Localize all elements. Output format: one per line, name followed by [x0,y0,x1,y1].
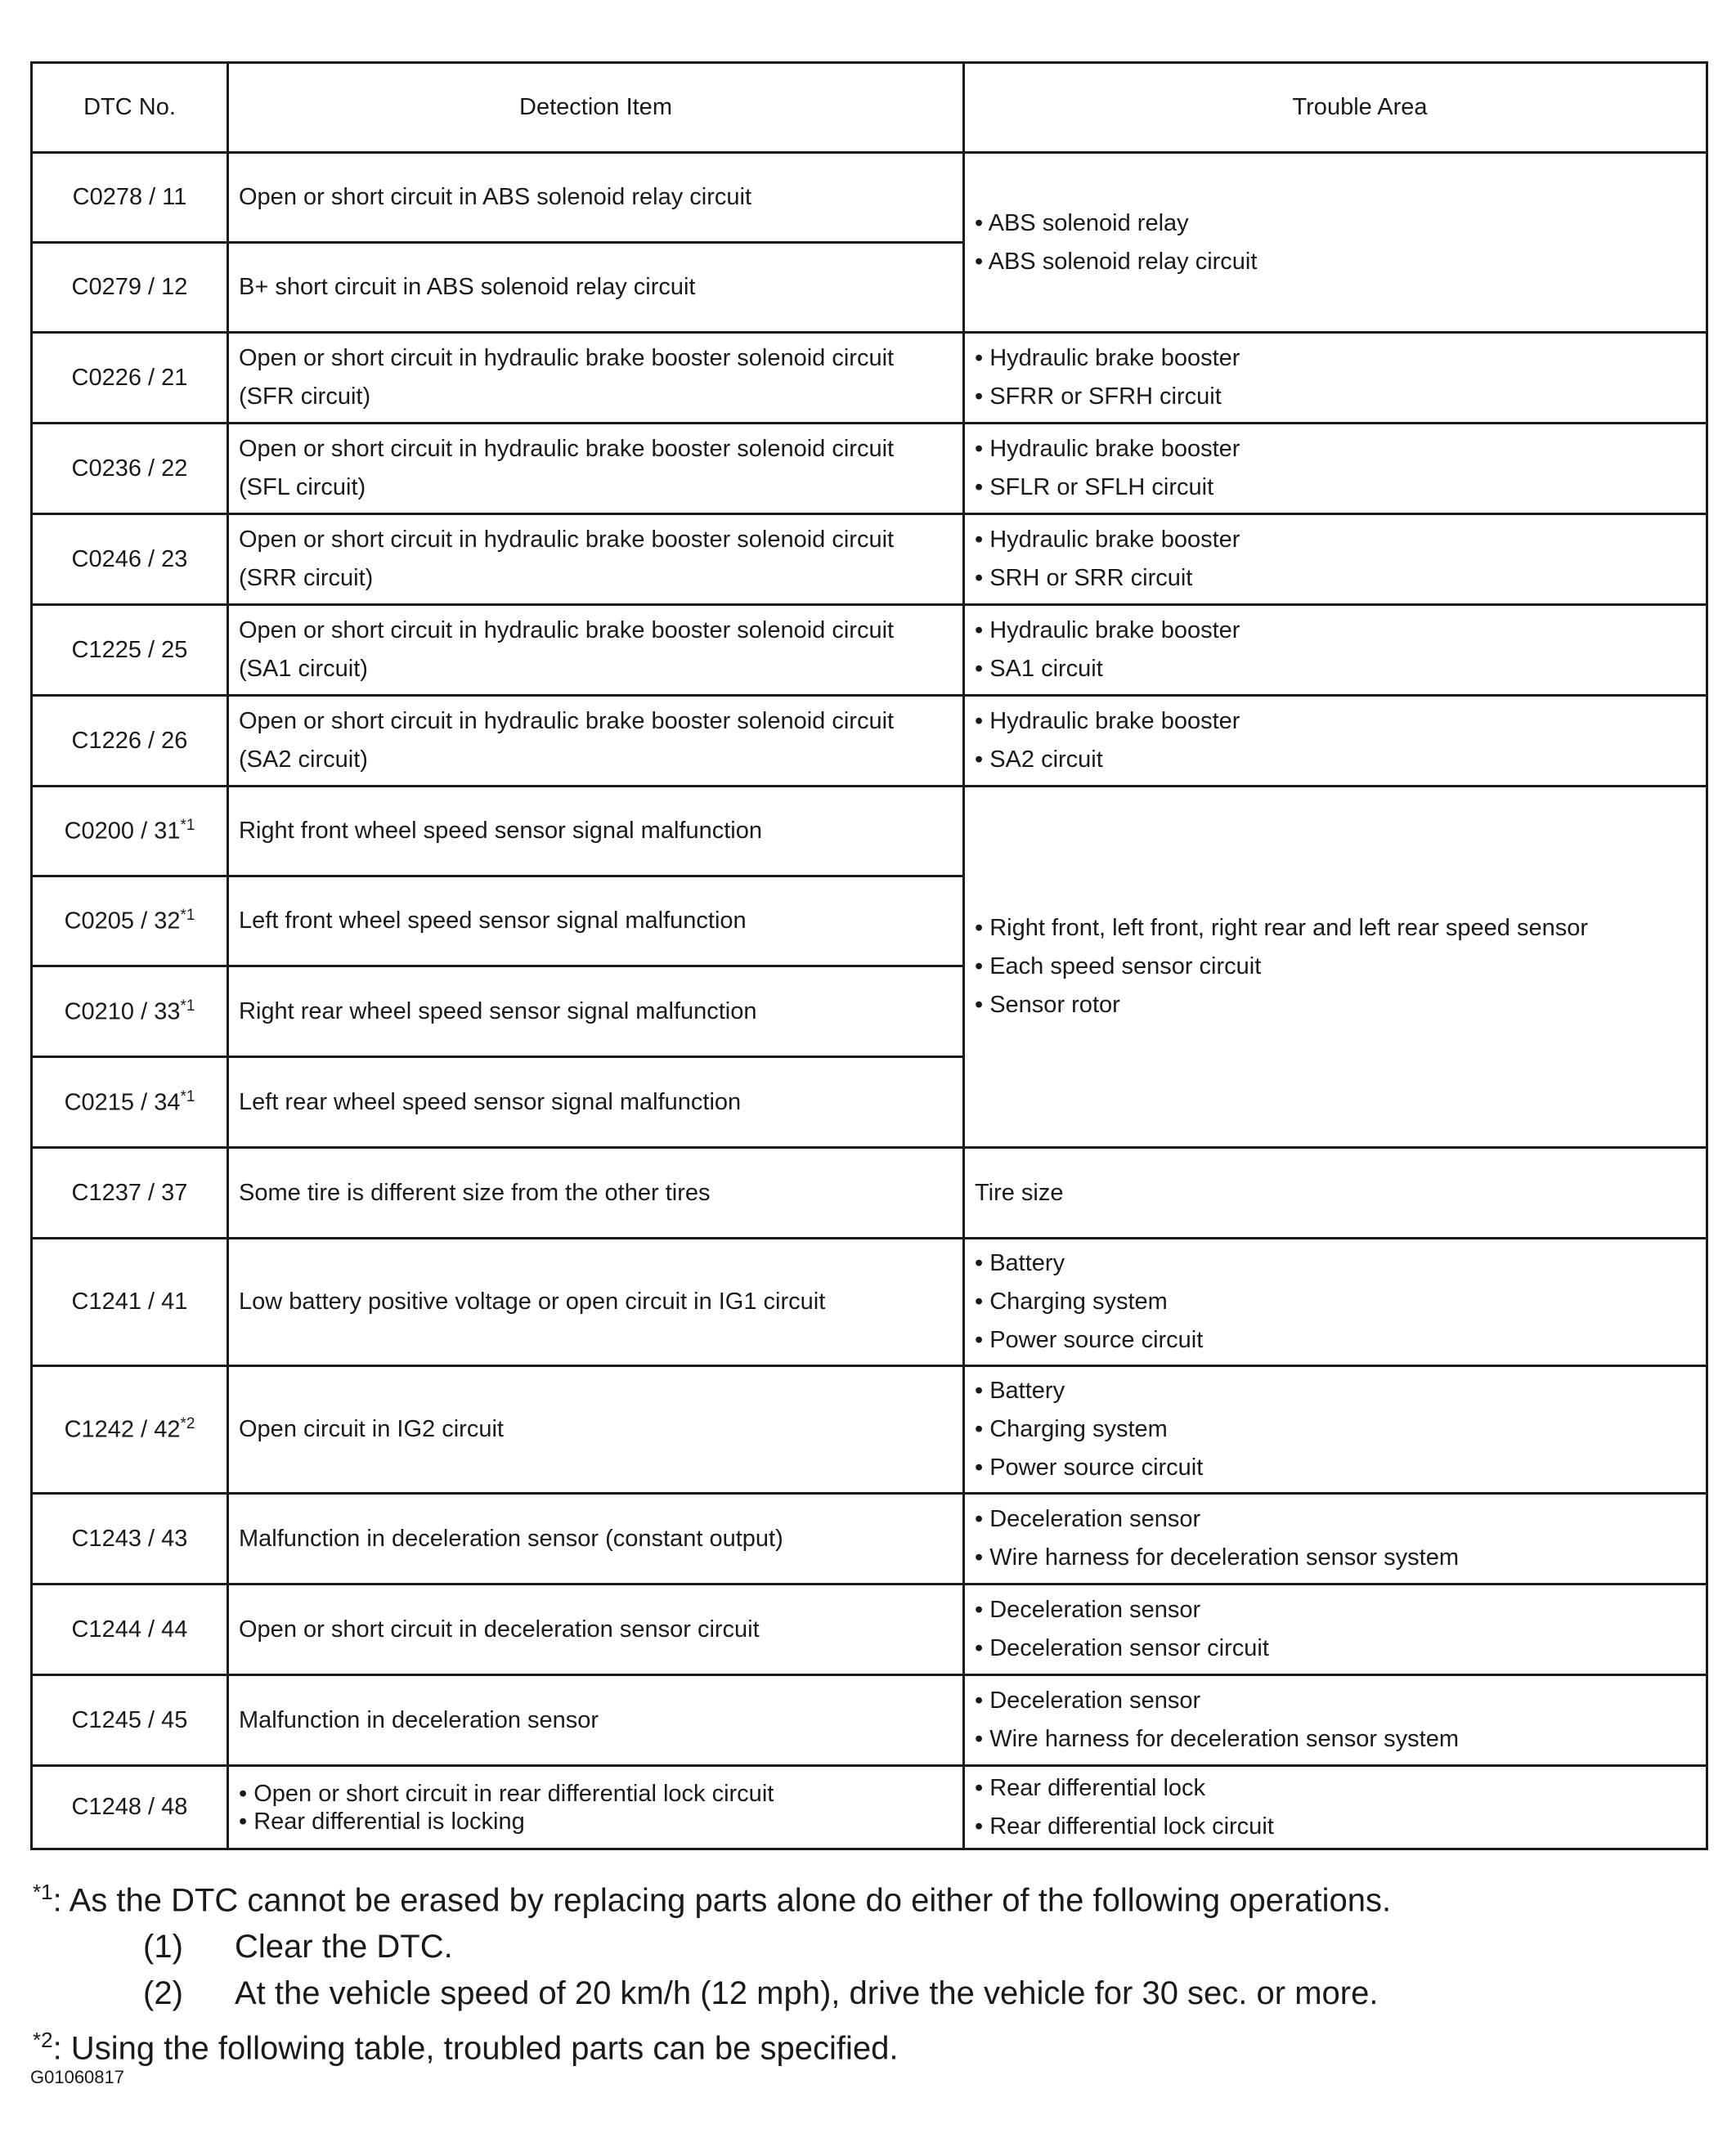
trouble-area-line: • Deceleration sensor [975,1688,1201,1714]
detection-item-line: Open circuit in IG2 circuit [239,1416,504,1442]
dtc-footnote-mark: *1 [180,907,195,925]
trouble-area-line: • SA1 circuit [975,656,1103,682]
trouble-area-line: • ABS solenoid relay circuit [975,248,1258,275]
step-text: Clear the DTC. [235,1929,453,1965]
detection-item-line: (SA2 circuit) [239,746,368,773]
dtc-footnote-mark: *1 [180,997,195,1015]
trouble-area-line: • Wire harness for deceleration sensor system [975,1544,1459,1571]
detection-item-line: Malfunction in deceleration sensor [239,1706,599,1733]
dtc-cell [32,605,228,696]
footnote-2-text: : Using the following table, troubled parts can be specified. [52,2030,899,2067]
detection-item-cell [228,696,964,787]
dtc-cell [32,787,228,876]
detection-item-line: Open or short circuit in ABS solenoid relay circuit [239,184,751,210]
table-row [32,696,1707,787]
dtc-code: C0246 / 23 [71,545,188,572]
trouble-area-line: • Deceleration sensor [975,1506,1201,1532]
dtc-code: C0200 / 31 [64,818,181,845]
dtc-code: C1242 / 42 [64,1416,181,1443]
dtc-cell [32,876,228,966]
dtc-cell [32,1584,228,1675]
table-row [32,1366,1707,1494]
detection-item-line: Low battery positive voltage or open circuit in IG1 circuit [239,1289,826,1315]
trouble-area-line: • Rear differential lock [975,1774,1206,1801]
trouble-area-line: • Battery [975,1378,1065,1404]
dtc-code: C0226 / 21 [71,364,188,391]
detection-item-line: Open or short circuit in deceleration sensor circuit [239,1616,760,1643]
dtc-code: C0205 / 32 [64,908,181,935]
detection-item-line: Open or short circuit in hydraulic brake booster solenoid circuit [239,345,895,371]
detection-item-line: Left front wheel speed sensor signal malfunction [239,908,747,934]
dtc-code: C1243 / 43 [71,1525,188,1552]
header-dtc-no: DTC No. [32,63,228,153]
footnote-1-text: : As the DTC cannot be erased by replacing parts alone do either of the following operations. [52,1882,1392,1919]
table-row [32,1494,1707,1584]
detection-item-cell [228,1584,964,1675]
dtc-cell [32,696,228,787]
trouble-area-cell [964,1148,1707,1239]
trouble-area-line: • Wire harness for deceleration sensor system [975,1726,1459,1752]
detection-item-cell [228,1057,964,1148]
dtc-cell [32,1675,228,1766]
header-detection-item: Detection Item [228,63,964,153]
dtc-cell [32,424,228,514]
detection-item-cell [228,1148,964,1239]
detection-item-cell [228,787,964,876]
detection-item-cell [228,514,964,605]
dtc-code: C1226 / 26 [71,727,188,754]
detection-item-line: (SRR circuit) [239,565,374,591]
detection-item-cell [228,1366,964,1494]
trouble-area-line: • Hydraulic brake booster [975,708,1240,734]
table-row [32,514,1707,605]
trouble-area-line: • Each speed sensor circuit [975,953,1262,979]
footnote-2-mark: *2 [33,2028,53,2053]
header-trouble-area: Trouble Area [964,63,1707,153]
trouble-area-cell [964,153,1707,333]
trouble-area-line: • Battery [975,1250,1065,1276]
trouble-area-cell [964,333,1707,424]
dtc-code: C1244 / 44 [71,1616,188,1643]
dtc-code: C0215 / 34 [64,1089,181,1116]
dtc-code: C1245 / 45 [71,1706,188,1733]
table-row [32,787,1707,876]
detection-item-line: Malfunction in deceleration sensor (constant output) [239,1525,783,1552]
trouble-area-cell [964,605,1707,696]
dtc-code: C1237 / 37 [71,1179,188,1206]
trouble-area-cell [964,1766,1707,1849]
detection-item-cell [228,243,964,333]
detection-item-cell [228,424,964,514]
step-number: (2) [143,1975,183,2012]
detection-item-cell [228,1239,964,1366]
detection-item-cell [228,1766,964,1849]
table-row [32,1148,1707,1239]
dtc-cell [32,966,228,1057]
footnote-1 [33,1869,1391,1924]
dtc-cell [32,153,228,243]
dtc-code: C1241 / 41 [71,1289,188,1315]
footnotes [33,1869,1391,2073]
table-row [32,605,1707,696]
dtc-cell [32,514,228,605]
dtc-table [30,61,1708,1850]
trouble-area-cell [964,1675,1707,1766]
detection-item-line: Open or short circuit in hydraulic brake booster solenoid circuit [239,527,895,553]
detection-item-line: Some tire is different size from the other tires [239,1179,711,1206]
dtc-code: C0210 / 33 [64,998,181,1025]
detection-item-cell [228,1675,964,1766]
detection-item-line: (SA1 circuit) [239,656,368,682]
footnote-1-step-1 [33,1924,1391,1970]
trouble-area-line: Tire size [975,1179,1064,1206]
detection-item-line: Open or short circuit in hydraulic brake booster solenoid circuit [239,436,895,462]
detection-item-line: Right rear wheel speed sensor signal malfunction [239,997,757,1024]
detection-item-line: • Open or short circuit in rear differential lock circuit [239,1780,774,1807]
dtc-code: C1225 / 25 [71,636,188,663]
trouble-area-line: • ABS solenoid relay [975,209,1189,236]
trouble-area-cell [964,424,1707,514]
trouble-area-line: • Charging system [975,1416,1168,1442]
trouble-area-cell [964,787,1707,1148]
detection-item-cell [228,1494,964,1584]
table-row [32,1584,1707,1675]
detection-item-line: Open or short circuit in hydraulic brake booster solenoid circuit [239,617,895,643]
trouble-area-line: • Sensor rotor [975,992,1120,1018]
footnote-1-step-2 [33,1970,1391,2017]
dtc-cell [32,333,228,424]
trouble-area-line: • Charging system [975,1289,1168,1315]
trouble-area-line: • Power source circuit [975,1327,1204,1353]
trouble-area-cell [964,1239,1707,1366]
trouble-area-line: • Hydraulic brake booster [975,345,1240,371]
detection-item-line: • Rear differential is locking [239,1808,525,1835]
detection-item-cell [228,153,964,243]
table-row [32,1675,1707,1766]
detection-item-line: (SFL circuit) [239,474,366,500]
table-header-row [32,63,1707,153]
dtc-code: C1248 / 48 [71,1794,188,1820]
dtc-footnote-mark: *2 [180,1415,195,1433]
trouble-area-cell [964,1584,1707,1675]
trouble-area-line: • Deceleration sensor [975,1597,1201,1623]
footnote-2 [33,2017,1391,2072]
trouble-area-line: • Hydraulic brake booster [975,436,1240,462]
dtc-cell [32,1494,228,1584]
table-row [32,333,1707,424]
dtc-cell [32,1148,228,1239]
detection-item-line: B+ short circuit in ABS solenoid relay circuit [239,274,696,300]
trouble-area-line: • Hydraulic brake booster [975,617,1240,643]
trouble-area-cell [964,1366,1707,1494]
dtc-cell [32,243,228,333]
trouble-area-cell [964,696,1707,787]
dtc-cell [32,1239,228,1366]
trouble-area-cell [964,514,1707,605]
table-row [32,153,1707,243]
dtc-footnote-mark: *1 [180,817,195,835]
dtc-code: C0236 / 22 [71,455,188,482]
table-row [32,1239,1707,1366]
trouble-area-cell [964,1494,1707,1584]
detection-item-cell [228,876,964,966]
table-row [32,1766,1707,1849]
detection-item-cell [228,966,964,1057]
dtc-code: C0279 / 12 [71,274,188,300]
detection-item-cell [228,605,964,696]
detection-item-line: (SFR circuit) [239,383,371,410]
dtc-cell [32,1057,228,1148]
trouble-area-line: • Power source circuit [975,1454,1204,1481]
trouble-area-line: • Right front, left front, right rear and left rear speed sensor [975,915,1589,941]
trouble-area-line: • SRH or SRR circuit [975,565,1193,591]
step-number: (1) [143,1929,183,1965]
dtc-footnote-mark: *1 [180,1087,195,1105]
figure-code: G01060817 [30,2067,124,2087]
trouble-area-line: • Deceleration sensor circuit [975,1635,1269,1661]
detection-item-cell [228,333,964,424]
step-text: At the vehicle speed of 20 km/h (12 mph), drive the vehicle for 30 sec. or more. [235,1975,1379,2012]
dtc-cell [32,1766,228,1849]
trouble-area-line: • SFLR or SFLH circuit [975,474,1214,500]
detection-item-line: Right front wheel speed sensor signal malfunction [239,818,762,844]
footnote-1-mark: *1 [33,1880,53,1904]
table-row [32,424,1707,514]
detection-item-line: Left rear wheel speed sensor signal malfunction [239,1088,742,1115]
trouble-area-line: • Rear differential lock circuit [975,1813,1274,1840]
detection-item-line: Open or short circuit in hydraulic brake booster solenoid circuit [239,708,895,734]
dtc-cell [32,1366,228,1494]
trouble-area-line: • Hydraulic brake booster [975,527,1240,553]
dtc-code: C0278 / 11 [72,184,187,210]
trouble-area-line: • SFRR or SFRH circuit [975,383,1222,410]
trouble-area-line: • SA2 circuit [975,746,1103,773]
